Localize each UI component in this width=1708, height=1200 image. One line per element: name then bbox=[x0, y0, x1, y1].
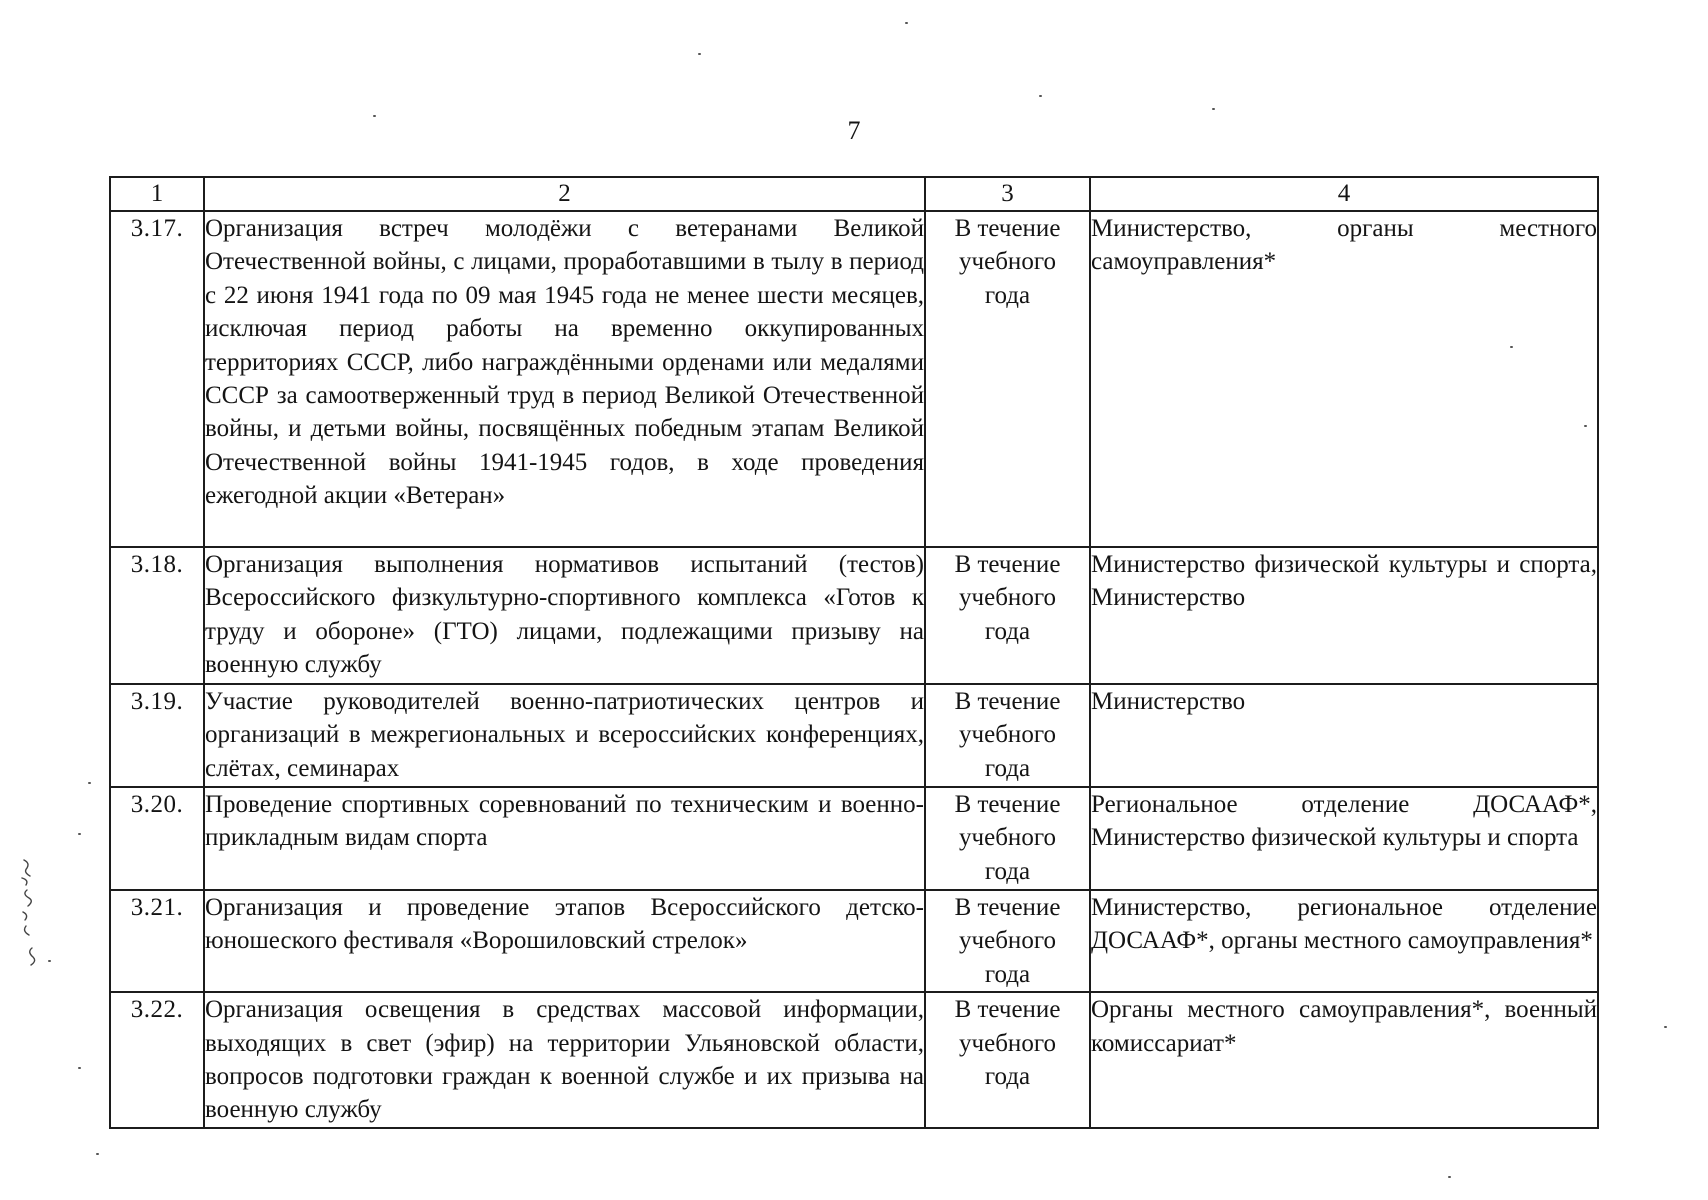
scan-speck bbox=[48, 960, 51, 962]
scan-speck bbox=[88, 782, 91, 784]
deadline-line: года bbox=[984, 857, 1031, 885]
deadline-line: учебного bbox=[959, 248, 1056, 276]
deadline-line: В течение bbox=[954, 551, 1061, 578]
scan-speck bbox=[96, 1153, 99, 1155]
deadline-line: В течение bbox=[954, 894, 1061, 921]
measures-table bbox=[109, 176, 1599, 1129]
scan-speck bbox=[373, 115, 376, 117]
measure-description: Организация и проведение этапов Всероссийского детско-юношеского фестиваля «Ворошиловский стрелок» bbox=[204, 890, 925, 992]
deadline bbox=[925, 211, 1090, 547]
row-number: 3.22. bbox=[110, 992, 204, 1128]
table-row bbox=[110, 992, 1598, 1128]
deadline bbox=[925, 787, 1090, 890]
responsible-parties: Региональное отделение ДОСААФ*, Министерство физической культуры и спорта bbox=[1090, 787, 1598, 890]
responsible-parties: Министерство физической культуры и спорта, Министерство bbox=[1090, 547, 1598, 684]
deadline-line: учебного bbox=[959, 824, 1056, 852]
table-row bbox=[110, 211, 1598, 547]
table-row bbox=[110, 890, 1598, 992]
deadline-line: года bbox=[984, 754, 1031, 782]
scan-speck bbox=[78, 1067, 81, 1069]
measure-description: Организация выполнения нормативов испытаний (тестов) Всероссийского физкультурно-спортивного комплекса «Готов к труду и обороне» (ГТО) лицами, подлежащими призыву на военную службу bbox=[204, 547, 925, 684]
header-col-4: 4 bbox=[1090, 177, 1598, 211]
deadline bbox=[925, 992, 1090, 1128]
table-row bbox=[110, 787, 1598, 890]
deadline-line: учебного bbox=[959, 1029, 1056, 1057]
scan-speck bbox=[698, 53, 701, 55]
deadline-line: В течение bbox=[954, 791, 1061, 818]
deadline-line: года bbox=[984, 617, 1031, 645]
deadline-line: года bbox=[984, 960, 1031, 988]
margin-handwriting-mark bbox=[18, 856, 44, 976]
header-col-2: 2 bbox=[204, 177, 925, 211]
deadline bbox=[925, 547, 1090, 684]
row-number: 3.18. bbox=[110, 547, 204, 684]
deadline-line: В течение bbox=[954, 688, 1061, 715]
row-number: 3.17. bbox=[110, 211, 204, 547]
responsible-parties: Министерство bbox=[1090, 684, 1598, 787]
row-number: 3.21. bbox=[110, 890, 204, 992]
measure-description: Организация освещения в средствах массовой информации, выходящих в свет (эфир) на территории Ульяновской области, вопросов подготовки граждан к военной службе и их призыва на военную службу bbox=[204, 992, 925, 1128]
responsible-parties: Министерство, органы местного самоуправления* bbox=[1090, 211, 1598, 547]
responsible-parties: Органы местного самоуправления*, военный комиссариат* bbox=[1090, 992, 1598, 1128]
row-number: 3.19. bbox=[110, 684, 204, 787]
scan-speck bbox=[1584, 425, 1587, 427]
scan-speck bbox=[1039, 95, 1042, 97]
scan-speck bbox=[78, 833, 81, 835]
scan-speck bbox=[905, 22, 908, 24]
table-row bbox=[110, 547, 1598, 684]
page-number: 7 bbox=[847, 116, 861, 145]
deadline-line: года bbox=[984, 281, 1031, 309]
deadline-line: учебного bbox=[959, 927, 1056, 955]
deadline-line: года bbox=[984, 1063, 1031, 1091]
scan-speck bbox=[1212, 108, 1215, 110]
deadline-line: учебного bbox=[959, 584, 1056, 612]
measure-description: Участие руководителей военно-патриотических центров и организаций в межрегиональных и всероссийских конференциях, слётах, семинарах bbox=[204, 684, 925, 787]
deadline-line: В течение bbox=[954, 996, 1061, 1024]
deadline bbox=[925, 890, 1090, 992]
table-row bbox=[110, 684, 1598, 787]
scan-speck bbox=[1664, 1026, 1667, 1028]
header-col-1: 1 bbox=[110, 177, 204, 211]
scan-speck bbox=[1510, 346, 1513, 348]
header-col-3: 3 bbox=[925, 177, 1090, 211]
row-number: 3.20. bbox=[110, 787, 204, 890]
responsible-parties: Министерство, региональное отделение ДОСААФ*, органы местного самоуправления* bbox=[1090, 890, 1598, 992]
scan-speck bbox=[1448, 1176, 1451, 1178]
measure-description: Организация встреч молодёжи с ветеранами Великой Отечественной войны, с лицами, проработавшими в тылу в период с 22 июня 1941 года по 09 мая 1945 года не менее шести месяцев, исключая период работы на временно оккупированных территориях СССР, либо награждёнными орденами или медалями СССР за самоотверженный труд в период Великой Отечественной войны, и детьми войны, посвящённых победным этапам Великой Отечественной войны 1941-1945 годов, в ходе проведения ежегодной акции «Ветеран» bbox=[204, 211, 925, 547]
deadline bbox=[925, 684, 1090, 787]
deadline-line: В течение bbox=[954, 215, 1061, 242]
deadline-line: учебного bbox=[959, 721, 1056, 749]
measure-description: Проведение спортивных соревнований по техническим и военно-прикладным видам спорта bbox=[204, 787, 925, 890]
table-header bbox=[110, 177, 1598, 211]
